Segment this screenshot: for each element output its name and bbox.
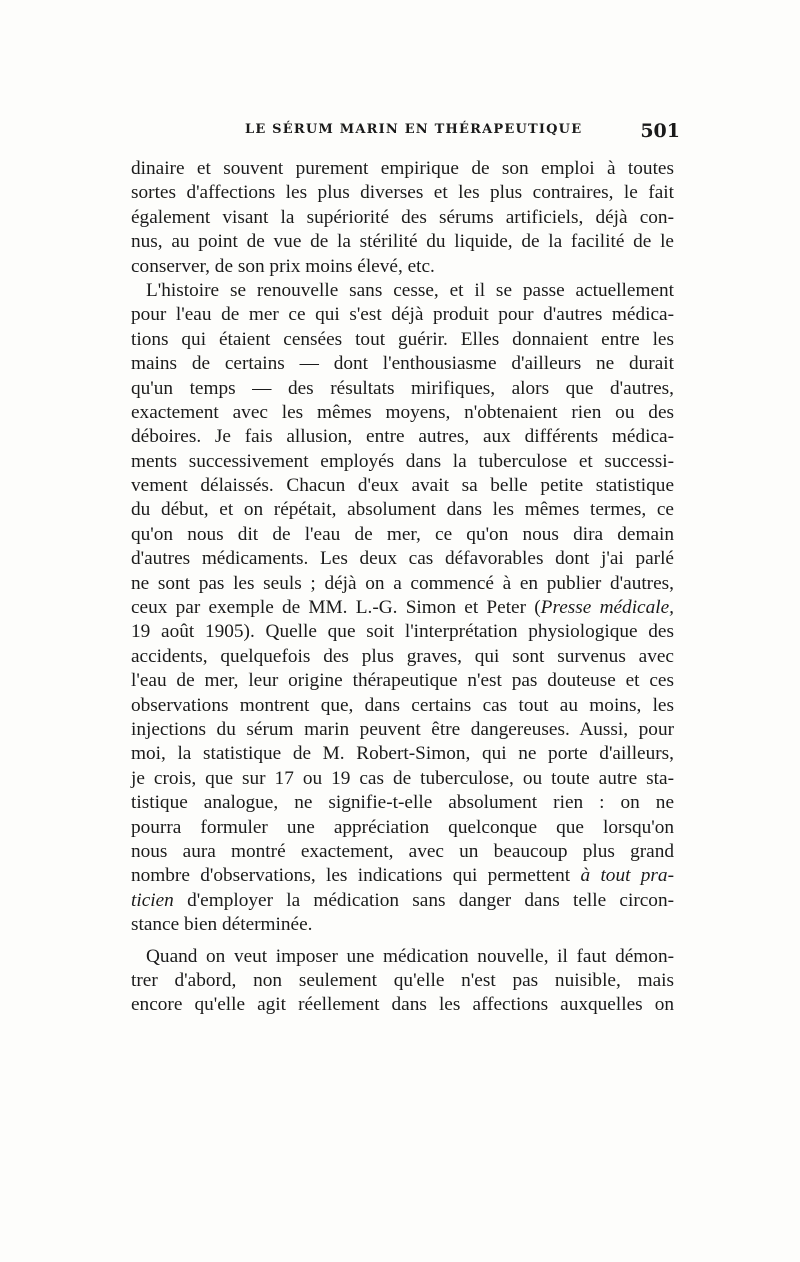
paragraph-2 <box>131 279 674 938</box>
running-title: LE SÉRUM MARIN EN THÉRAPEUTIQUE <box>245 122 583 137</box>
text-line: sortes d'affections les plus diverses et les plus contraires, le fait <box>131 182 674 204</box>
page-body <box>131 157 674 1018</box>
text-line: qu'un temps — des résultats mirifiques, alors que d'autres, <box>131 377 674 399</box>
text-line: mains de certains — dont l'enthousiasme d'ailleurs ne durait <box>131 353 674 375</box>
text-line: trer d'abord, non seulement qu'elle n'est pas nuisible, mais <box>131 969 674 991</box>
text-line: observations montrent que, dans certains cas tout au moins, les <box>131 694 674 716</box>
page-header <box>130 120 680 146</box>
paragraph-3 <box>131 945 674 1018</box>
paragraph-1 <box>131 157 674 279</box>
text-line: L'histoire se renouvelle sans cesse, et il se passe actuellement <box>146 279 674 301</box>
text-line: 19 août 1905). Quelle que soit l'interprétation physiologique des <box>131 621 674 643</box>
italic-journal-title: Presse médicale, <box>540 597 674 619</box>
text-line: l'eau de mer, leur origine thérapeutique n'est pas douteuse et ces <box>131 670 674 692</box>
text-line: déboires. Je fais allusion, entre autres, aux différents médica- <box>131 426 674 448</box>
text-line: moi, la statistique de M. Robert-Simon, qui ne porte d'ailleurs, <box>131 743 674 765</box>
text-line: ments successivement employés dans la tuberculose et successi- <box>131 450 674 472</box>
text-line: du début, et on répétait, absolument dans les mêmes termes, ce <box>131 499 674 521</box>
text-line: Quand on veut imposer une médication nouvelle, il faut démon- <box>146 945 674 967</box>
text-line: exactement avec les mêmes moyens, n'obtenaient rien ou des <box>131 401 674 423</box>
italic-phrase: à tout pra- <box>580 865 674 887</box>
text-line: tistique analogue, ne signifie-t-elle absolument rien : on ne <box>131 792 674 814</box>
text-line: dinaire et souvent purement empirique de son emploi à toutes <box>131 158 674 179</box>
page-number: 501 <box>640 120 680 142</box>
text-line: vement délaissés. Chacun d'eux avait sa belle petite statistique <box>131 475 674 497</box>
text-line: je crois, que sur 17 ou 19 cas de tuberculose, ou toute autre sta- <box>131 767 674 789</box>
text-line: pourra formuler une appréciation quelconque que lorsqu'on <box>131 816 674 838</box>
text-line: tions qui étaient censées tout guérir. Elles donnaient entre les <box>131 328 674 350</box>
text-line: nus, au point de vue de la stérilité du liquide, de la facilité de le <box>131 231 674 253</box>
text-line: ne sont pas les seuls ; déjà on a commencé à en publier d'autres, <box>131 572 674 594</box>
text-line: également visant la supériorité des sérums artificiels, déjà con- <box>131 206 674 228</box>
text-line: pour l'eau de mer ce qui s'est déjà produit pour d'autres médica- <box>131 304 674 326</box>
text-line: stance bien déterminée. <box>131 914 313 936</box>
text-line-with-italic: ticien d'employer la médication sans danger dans telle circon- <box>131 889 674 911</box>
text-line: injections du sérum marin peuvent être dangereuses. Aussi, pour <box>131 718 674 740</box>
text-line: qu'on nous dit de l'eau de mer, ce qu'on nous dira demain <box>131 523 674 545</box>
text-line: accidents, quelquefois des plus graves, qui sont survenus avec <box>131 645 674 667</box>
text-line: d'autres médicaments. Les deux cas défavorables dont j'ai parlé <box>131 548 674 570</box>
text-line-with-italic: ceux par exemple de MM. L.-G. Simon et Peter (Presse médicale, <box>131 597 674 619</box>
text-line: encore qu'elle agit réellement dans les affections auxquelles on <box>131 994 674 1016</box>
text-line-with-italic: nombre d'observations, les indications qui permettent à tout pra- <box>131 865 674 887</box>
text-line: nous aura montré exactement, avec un beaucoup plus grand <box>131 840 674 862</box>
text-line: conserver, de son prix moins élevé, etc. <box>131 255 435 277</box>
italic-word: ticien <box>131 889 174 911</box>
